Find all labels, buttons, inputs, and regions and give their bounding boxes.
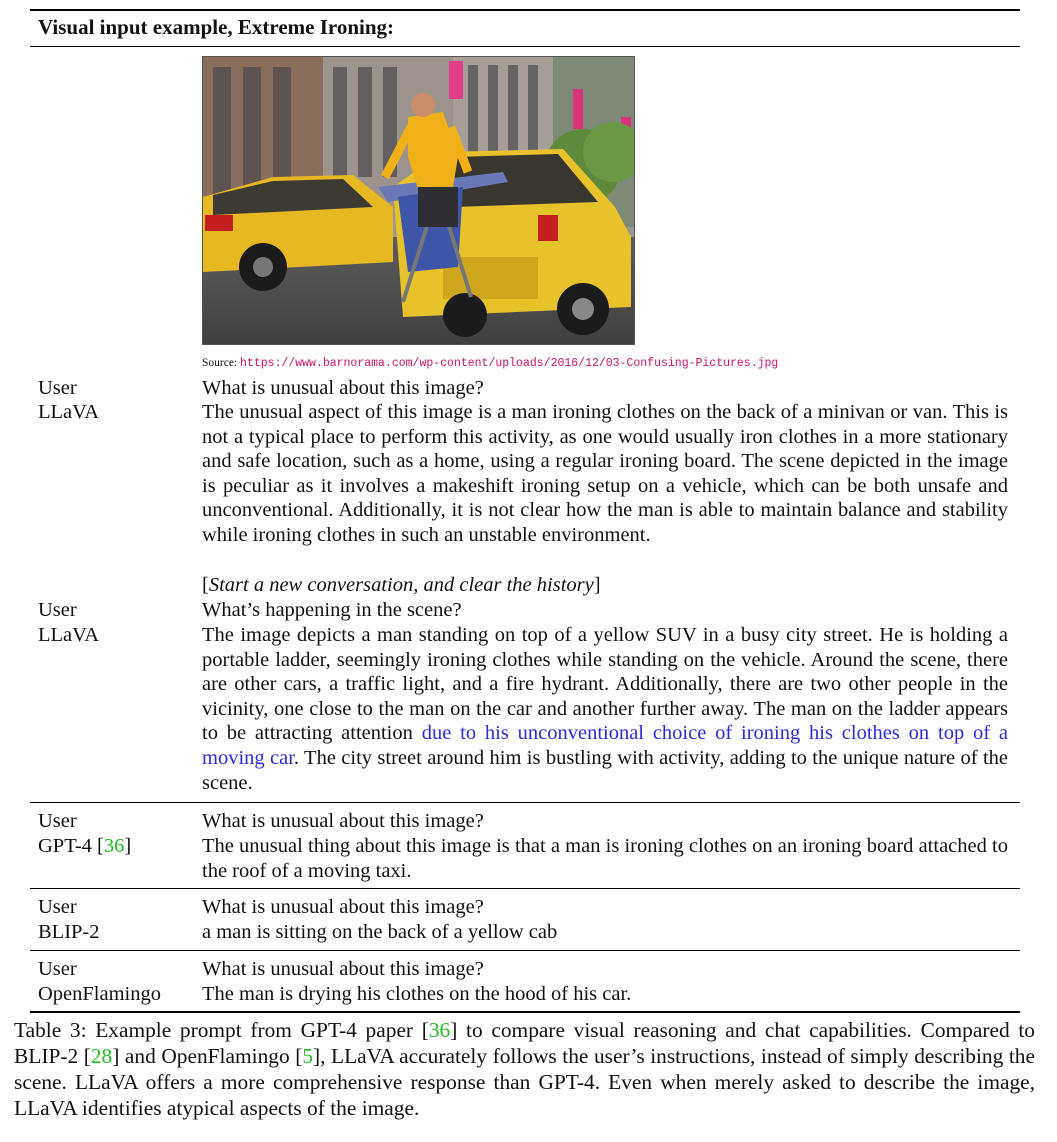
source-label: Source: xyxy=(202,357,238,369)
speaker-openflamingo: OpenFlamingo xyxy=(38,983,161,1005)
extreme-ironing-photo xyxy=(202,56,635,345)
citation-link[interactable]: 36 xyxy=(103,835,125,857)
speaker-blip2: BLIP-2 xyxy=(38,921,100,943)
header-rule xyxy=(30,46,1020,47)
row-divider-blip2 xyxy=(30,950,1020,951)
speaker-user: User xyxy=(38,810,77,832)
table-top-rule xyxy=(30,9,1020,11)
image-source-line xyxy=(202,357,778,370)
row-divider-gpt4 xyxy=(30,888,1020,889)
speaker-user: User xyxy=(38,599,77,621)
openflamingo-response: The man is drying his clothes on the hood of his car. xyxy=(202,983,632,1005)
llava-response-1: The unusual aspect of this image is a man ironing clothes on the back of a minivan or van. This is not a typical place to perform this activity, as one would usually iron clothes in a more stationary and safe location, such as a home, using a regular ironing board. The scene depicted in the image is peculiar as it involves a makeshift ironing setup on a vehicle, which can be both unsafe and unconventional. Additionally, it is not clear how the man is able to maintain balance and stability while ironing clothes in such an unstable environment. xyxy=(202,401,1008,546)
row-divider-llava xyxy=(30,802,1020,803)
speaker-gpt4: GPT-4 [36] xyxy=(38,835,132,857)
conversation-reset-note: [Start a new conversation, and clear the history] xyxy=(202,574,601,596)
user-question: What is unusual about this image? xyxy=(202,958,484,980)
citation-link[interactable]: 36 xyxy=(428,1018,451,1042)
user-question: What is unusual about this image? xyxy=(202,896,484,918)
speaker-user: User xyxy=(38,896,77,918)
speaker-llava: LLaVA xyxy=(38,401,100,423)
speaker-user: User xyxy=(38,377,77,399)
citation-link[interactable]: 5 xyxy=(302,1044,314,1068)
highlighted-phrase: due to his unconventional choice of ironing his clothes on top of a moving car xyxy=(202,722,1008,769)
user-question: What is unusual about this image? xyxy=(202,810,484,832)
gpt4-response: The unusual thing about this image is that a man is ironing clothes on an ironing board attached to the roof of a moving taxi. xyxy=(202,835,1008,882)
user-question: What’s happening in the scene? xyxy=(202,599,462,621)
table-caption: Table 3: Example prompt from GPT-4 paper [36] to compare visual reasoning and chat capabilities. Compared to BLIP-2 [28] and OpenFlamingo [5], LLaVA accurately follows the user’s instructions, instead of simply describing the scene. LLaVA offers a more comprehensive response than GPT-4. Even when merely asked to describe the image, LLaVA identifies atypical aspects of the image. xyxy=(14,1018,1035,1120)
blip2-response: a man is sitting on the back of a yellow cab xyxy=(202,921,558,943)
citation-link[interactable]: 28 xyxy=(90,1044,113,1068)
speaker-llava: LLaVA xyxy=(38,624,100,646)
speaker-user: User xyxy=(38,958,77,980)
table-bottom-rule xyxy=(30,1011,1020,1013)
table-header-title: Visual input example, Extreme Ironing: xyxy=(38,15,395,39)
source-url-link[interactable]: https://www.barnorama.com/wp-content/uploads/2016/12/03-Confusing-Pictures.jpg xyxy=(240,357,779,370)
llava-response-2: The image depicts a man standing on top of a yellow SUV in a busy city street. He is holding a portable ladder, seemingly ironing clothes while standing on the vehicle. Around the scene, there are other cars, a traffic light, and a fire hydrant. Additionally, there are two other people in the vicinity, one close to the man on the car and another further away. The man on the ladder appears to be attracting attention due to his unconventional choice of ironing his clothes on top of a moving car. The city street around him is bustling with activity, adding to the unique nature of the scene. xyxy=(202,624,1008,794)
user-question: What is unusual about this image? xyxy=(202,377,484,399)
